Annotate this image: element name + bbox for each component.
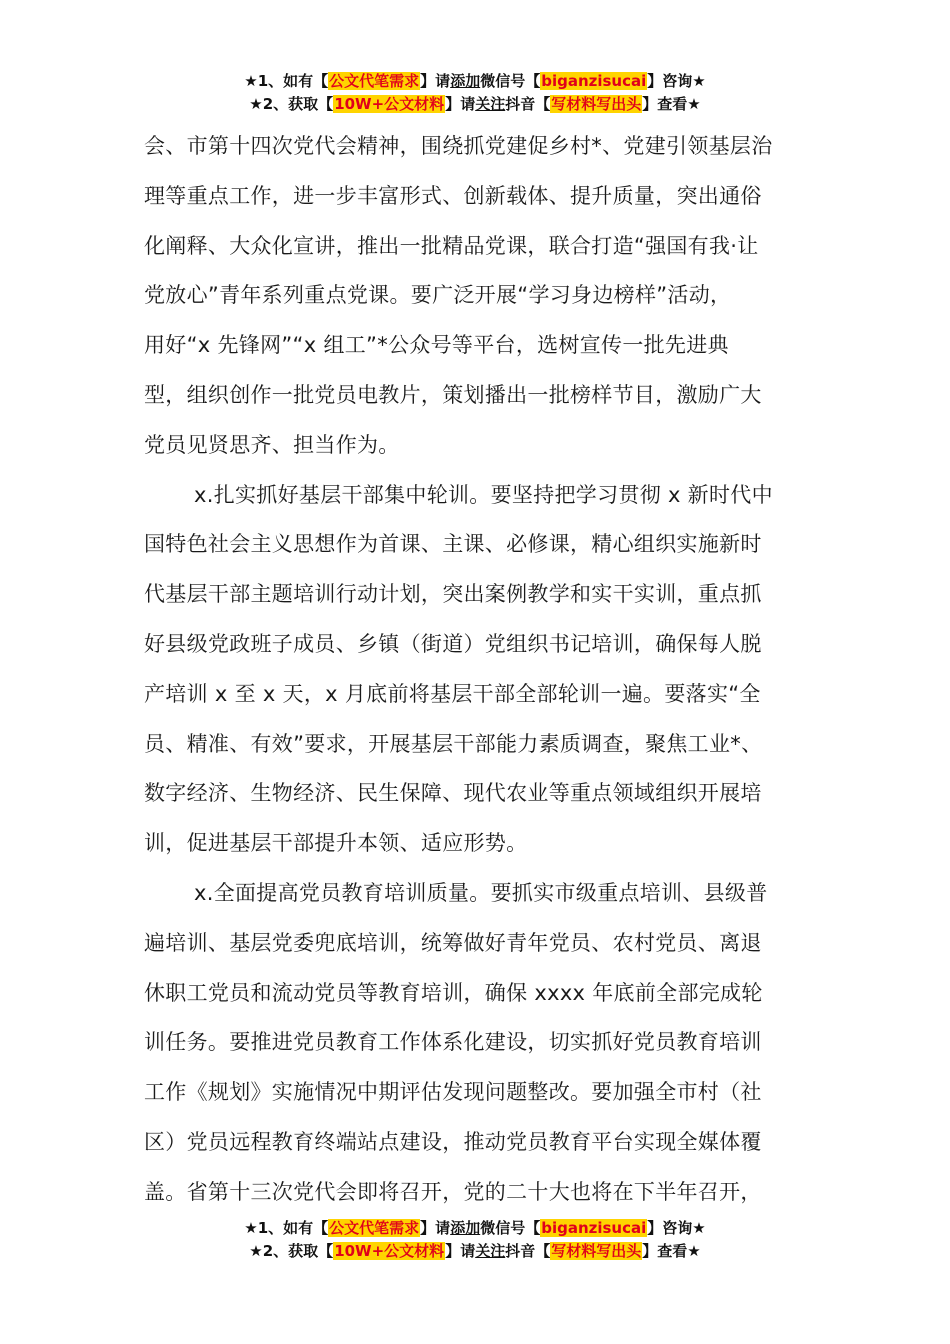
banner-underline: 关注	[475, 95, 506, 113]
text-line: 数字经济、生物经济、民生保障、现代农业等重点领域组织开展培	[144, 781, 762, 806]
text-line: 训任务。要推进党员教育工作体系化建设，切实抓好党员教育培训	[144, 1030, 762, 1055]
banner-underline: 关注	[475, 1242, 506, 1260]
banner-text: 微信号【	[480, 1219, 541, 1237]
banner-highlight: 写材料写出头	[551, 1242, 642, 1260]
text-line: 产培训 x 至 x 天，x 月底前将基层干部全部轮训一遍。要落实“全	[144, 681, 761, 706]
banner-text: ★2、获取【	[249, 95, 334, 113]
banner-text: 】请	[445, 1242, 476, 1260]
text-line: 化阐释、大众化宣讲，推出一批精品党课，联合打造“强国有我·让	[144, 233, 759, 258]
banner-highlight: 写材料写出头	[551, 95, 642, 113]
text-line: 用好“x 先锋网”“x 组工”*公众号等平台，选树宣传一批先进典	[144, 333, 729, 358]
banner-text: 】咨询★	[647, 72, 706, 90]
banner-text: ★1、如有【	[244, 72, 329, 90]
text-line: 员、精准、有效”要求，开展基层干部能力素质调查，聚焦工业*、	[144, 731, 763, 756]
banner-text: ★2、获取【	[249, 1242, 334, 1260]
banner-highlight: 公文代笔需求	[329, 1219, 420, 1237]
text-line: 休职工党员和流动党员等教育培训，确保 xxxx 年底前全部完成轮	[144, 980, 763, 1005]
banner-line-2	[0, 1240, 950, 1263]
banner-text: 】咨询★	[647, 1219, 706, 1237]
banner-highlight: biganzisucai	[541, 1219, 647, 1237]
document-body	[144, 122, 806, 1218]
banner-text: 微信号【	[480, 72, 541, 90]
text-line: 党放心”青年系列重点党课。要广泛开展“学习身边榜样”活动，	[144, 283, 732, 308]
banner-line-1	[0, 70, 950, 93]
banner-line-2	[0, 93, 950, 116]
banner-line-1	[0, 1217, 950, 1240]
banner-highlight: 10W+公文材料	[334, 1242, 445, 1260]
banner-highlight: biganzisucai	[541, 72, 647, 90]
text-line: 党员见贤思齐、担当作为。	[144, 432, 400, 457]
banner-underline: 添加	[450, 1219, 481, 1237]
paragraph-heading-line: x.全面提高党员教育培训质量。要抓实市级重点培训、县级普	[194, 880, 768, 905]
paragraph-heading-line: x.扎实抓好基层干部集中轮训。要坚持把学习贯彻 x 新时代中	[194, 482, 773, 507]
text-line: 理等重点工作，进一步丰富形式、创新载体、提升质量，突出通俗	[144, 183, 762, 208]
footer-banner	[0, 1217, 950, 1263]
text-line: 型，组织创作一批党员电教片，策划播出一批榜样节目，激励广大	[144, 382, 762, 407]
text-line: 会、市第十四次党代会精神，围绕抓党建促乡村*、党建引领基层治	[144, 134, 773, 158]
banner-underline: 添加	[450, 72, 481, 90]
banner-text: ★1、如有【	[244, 1219, 329, 1237]
banner-text: 】请	[420, 1219, 451, 1237]
text-line: 遍培训、基层党委兜底培训，统筹做好青年党员、农村党员、离退	[144, 930, 762, 955]
text-line: 好县级党政班子成员、乡镇（街道）党组织书记培训，确保每人脱	[144, 631, 762, 656]
text-line: 训，促进基层干部提升本领、适应形势。	[144, 831, 528, 856]
banner-text: 】请	[420, 72, 451, 90]
header-banner	[0, 70, 950, 116]
banner-highlight: 10W+公文材料	[334, 95, 445, 113]
banner-highlight: 公文代笔需求	[329, 72, 420, 90]
text-line: 工作《规划》实施情况中期评估发现问题整改。要加强全市村（社	[144, 1080, 762, 1105]
banner-text: 】查看★	[642, 95, 701, 113]
text-line: 区）党员远程教育终端站点建设，推动党员教育平台实现全媒体覆	[144, 1129, 762, 1154]
text-line: 国特色社会主义思想作为首课、主课、必修课，精心组织实施新时	[144, 532, 762, 557]
banner-text: 】查看★	[642, 1242, 701, 1260]
banner-text: 】请	[445, 95, 476, 113]
banner-text: 抖音【	[505, 1242, 551, 1260]
text-line: 代基层干部主题培训行动计划，突出案例教学和实干实训，重点抓	[144, 582, 762, 607]
text-line: 盖。省第十三次党代会即将召开，党的二十大也将在下半年召开，	[144, 1179, 762, 1204]
banner-text: 抖音【	[505, 95, 551, 113]
